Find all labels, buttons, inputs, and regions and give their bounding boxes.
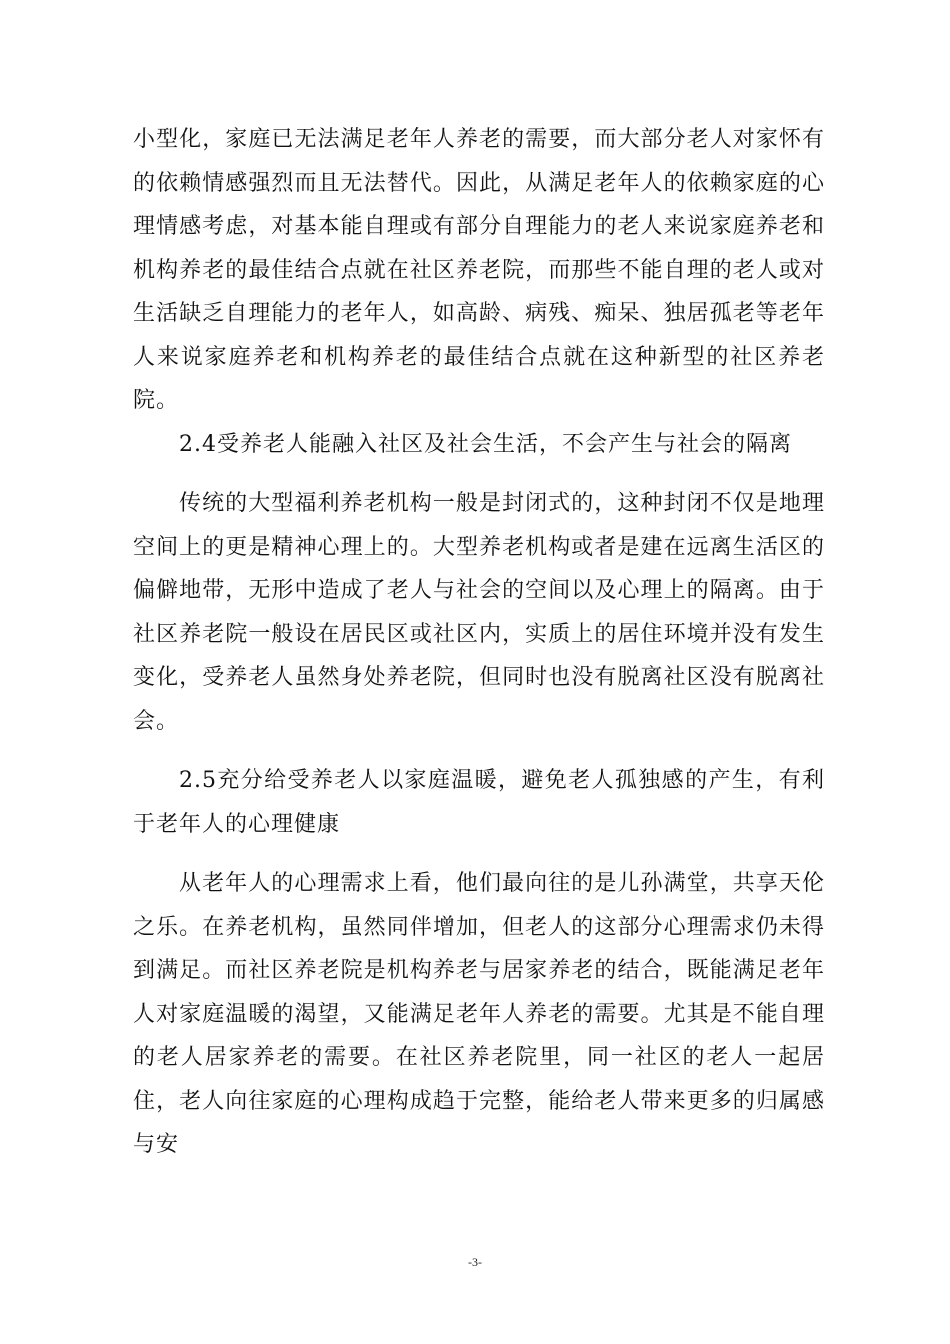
paragraph-isolation: 传统的大型福利养老机构一般是封闭式的，这种封闭不仅是地理空间上的更是精神心理上的。大型养老机构或者是建在远离生活区的偏僻地带，无形中造成了老人与社会的空间以及心理上的隔离。由于社区养老院一般设在居民区或社区内，实质上的居住环境并没有发生变化，受养老人虽然身处养老院，但同时也没有脱离社区没有脱离社会。 <box>133 491 825 734</box>
section-heading-2-4: 2.4受养老人能融入社区及社会生活，不会产生与社会的隔离 <box>179 431 792 457</box>
paragraph-continuation: 小型化，家庭已无法满足老年人养老的需要，而大部分老人对家怀有的依赖情感强烈而且无法替代。因此，从满足老年人的依赖家庭的心理情感考虑，对基本能自理或有部分自理能力的老人来说家庭养老和机构养老的最佳结合点就在社区养老院，而那些不能自理的老人或对生活缺乏自理能力的老年人，如高龄、病残、痴呆、独居孤老等老年人来说家庭养老和机构养老的最佳结合点就在这种新型的社区养老院。 <box>133 127 825 413</box>
section-heading-2-5: 2.5充分给受养老人以家庭温暖，避免老人孤独感的产生，有利于老年人的心理健康 <box>133 768 825 837</box>
document-body <box>133 118 825 1167</box>
paragraph-family-warmth: 从老年人的心理需求上看，他们最向往的是儿孙满堂，共享天伦之乐。在养老机构，虽然同伴增加，但老人的这部分心理需求仍未得到满足。而社区养老院是机构养老与居家养老的结合，既能满足老年人对家庭温暖的渴望，又能满足老年人养老的需要。尤其是不能自理的老人居家养老的需要。在社区养老院里，同一社区的老人一起居住，老人向往家庭的心理构成趋于完整，能给老人带来更多的归属感与安 <box>133 871 825 1157</box>
page-number: -3- <box>468 1255 482 1269</box>
